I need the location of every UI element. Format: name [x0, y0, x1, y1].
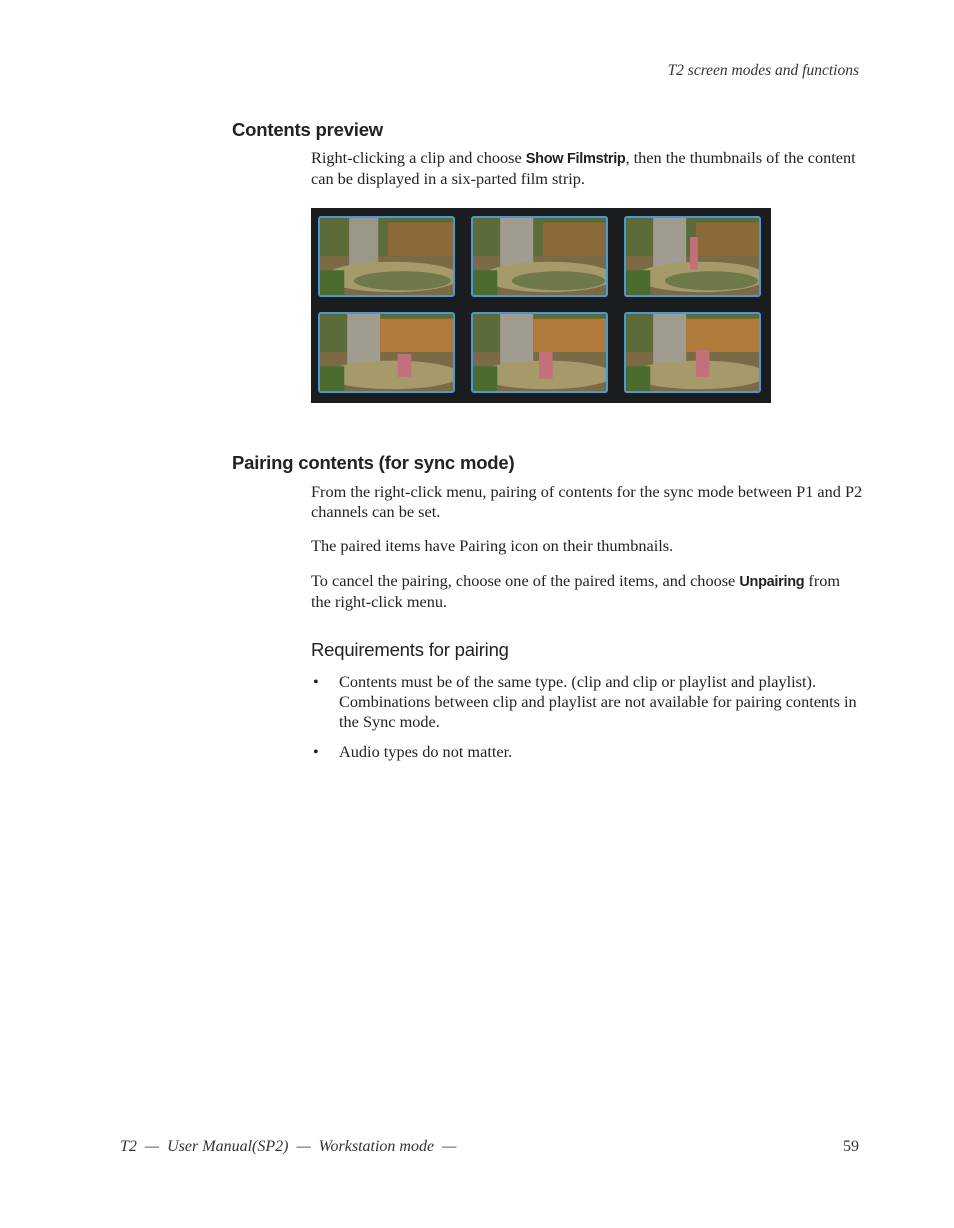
- filmstrip-frame-2: [471, 216, 608, 297]
- filmstrip-frame-4: [318, 312, 455, 393]
- filmstrip-frame-1: [318, 216, 455, 297]
- pairing-para-3: [311, 571, 863, 612]
- page-number: 59: [843, 1138, 859, 1155]
- footer-title: T2 — User Manual(SP2) — Workstation mode —: [120, 1138, 457, 1155]
- list-item: [311, 742, 863, 762]
- pairing-para-1: From the right-click menu, pairing of contents for the sync mode between P1 and P2 channels can be set.: [311, 482, 863, 521]
- unpairing-term: Unpairing: [739, 574, 805, 590]
- filmstrip-image: [311, 208, 771, 403]
- text-after: , then the thumbnails of the content can be displayed in a six-parted film strip.: [311, 148, 856, 188]
- text-after: from the right-click menu.: [311, 571, 841, 611]
- heading-requirements: Requirements for pairing: [311, 639, 509, 660]
- heading-pairing-contents: Pairing contents (for sync mode): [232, 452, 515, 473]
- bullet-icon: •: [313, 742, 319, 761]
- filmstrip-frame-5: [471, 312, 608, 393]
- list-item-text: Audio types do not matter.: [339, 742, 513, 761]
- running-header: T2 screen modes and functions: [667, 62, 859, 79]
- requirements-list: [311, 672, 863, 762]
- bullet-icon: •: [313, 672, 319, 691]
- heading-contents-preview: Contents preview: [232, 119, 383, 140]
- contents-preview-text: [311, 148, 863, 189]
- pairing-para-2: The paired items have Pairing icon on their thumbnails.: [311, 536, 674, 555]
- list-item: [311, 672, 863, 732]
- filmstrip-frame-6: [624, 312, 761, 393]
- text-before: Right-clicking a clip and choose: [311, 148, 526, 167]
- text-before: To cancel the pairing, choose one of the paired items, and choose: [311, 571, 740, 590]
- show-filmstrip-term: Show Filmstrip: [525, 151, 626, 167]
- list-item-text: Contents must be of the same type. (clip and clip or playlist and playlist). Combinations between clip and playlist are not available for pairing contents in the Sync mode.: [339, 672, 857, 731]
- filmstrip-frame-3: [624, 216, 761, 297]
